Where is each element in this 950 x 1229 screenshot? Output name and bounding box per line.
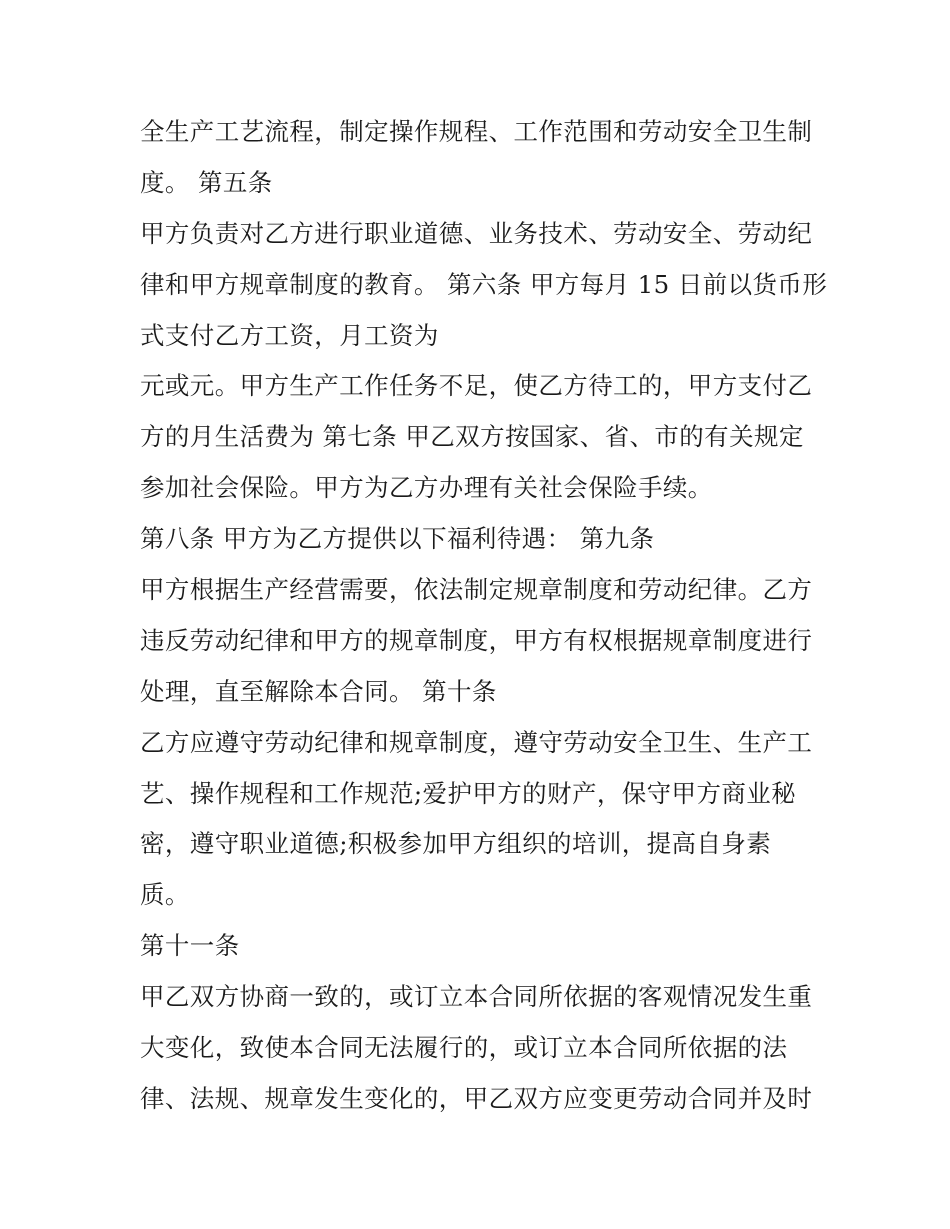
- text-line: 艺、操作规程和工作规范;爱护甲方的财产，保守甲方商业秘: [140, 778, 797, 808]
- document-body: [140, 107, 828, 1125]
- text-line: 律和甲方规章制度的教育。 第六条 甲方每月 15 日前以货币形: [140, 269, 828, 299]
- text-line: 律、法规、规章发生变化的，甲乙双方应变更劳动合同并及时: [140, 1083, 813, 1113]
- text-line: 第十一条: [140, 931, 240, 961]
- text-line: 密，遵守职业道德;积极参加甲方组织的培训，提高自身素: [140, 829, 772, 859]
- text-line: 处理，直至解除本合同。 第十条: [140, 676, 497, 706]
- text-line: 违反劳动纪律和甲方的规章制度，甲方有权根据规章制度进行: [140, 625, 813, 655]
- text-line: 度。 第五条: [140, 167, 273, 197]
- text-line: 参加社会保险。甲方为乙方办理有关社会保险手续。: [140, 473, 713, 503]
- text-line: 第八条 甲方为乙方提供以下福利待遇： 第九条: [140, 524, 655, 554]
- text-line: 甲乙双方协商一致的，或订立本合同所依据的客观情况发生重: [140, 982, 813, 1012]
- text-line: 乙方应遵守劳动纪律和规章制度，遵守劳动安全卫生、生产工: [140, 727, 813, 757]
- text-line: 大变化，致使本合同无法履行的，或订立本合同所依据的法: [140, 1033, 788, 1063]
- text-line: 式支付乙方工资，月工资为: [140, 320, 439, 350]
- text-line: 全生产工艺流程，制定操作规程、工作范围和劳动安全卫生制: [140, 117, 813, 146]
- text-line: 元或元。甲方生产工作任务不足，使乙方待工的，甲方支付乙: [140, 371, 813, 401]
- text-line: 方的月生活费为 第七条 甲乙双方按国家、省、市的有关规定: [140, 422, 804, 452]
- text-line: 质。: [140, 880, 190, 910]
- text-line: 甲方根据生产经营需要，依法制定规章制度和劳动纪律。乙方: [140, 575, 813, 605]
- text-line: 甲方负责对乙方进行职业道德、业务技术、劳动安全、劳动纪: [140, 218, 813, 248]
